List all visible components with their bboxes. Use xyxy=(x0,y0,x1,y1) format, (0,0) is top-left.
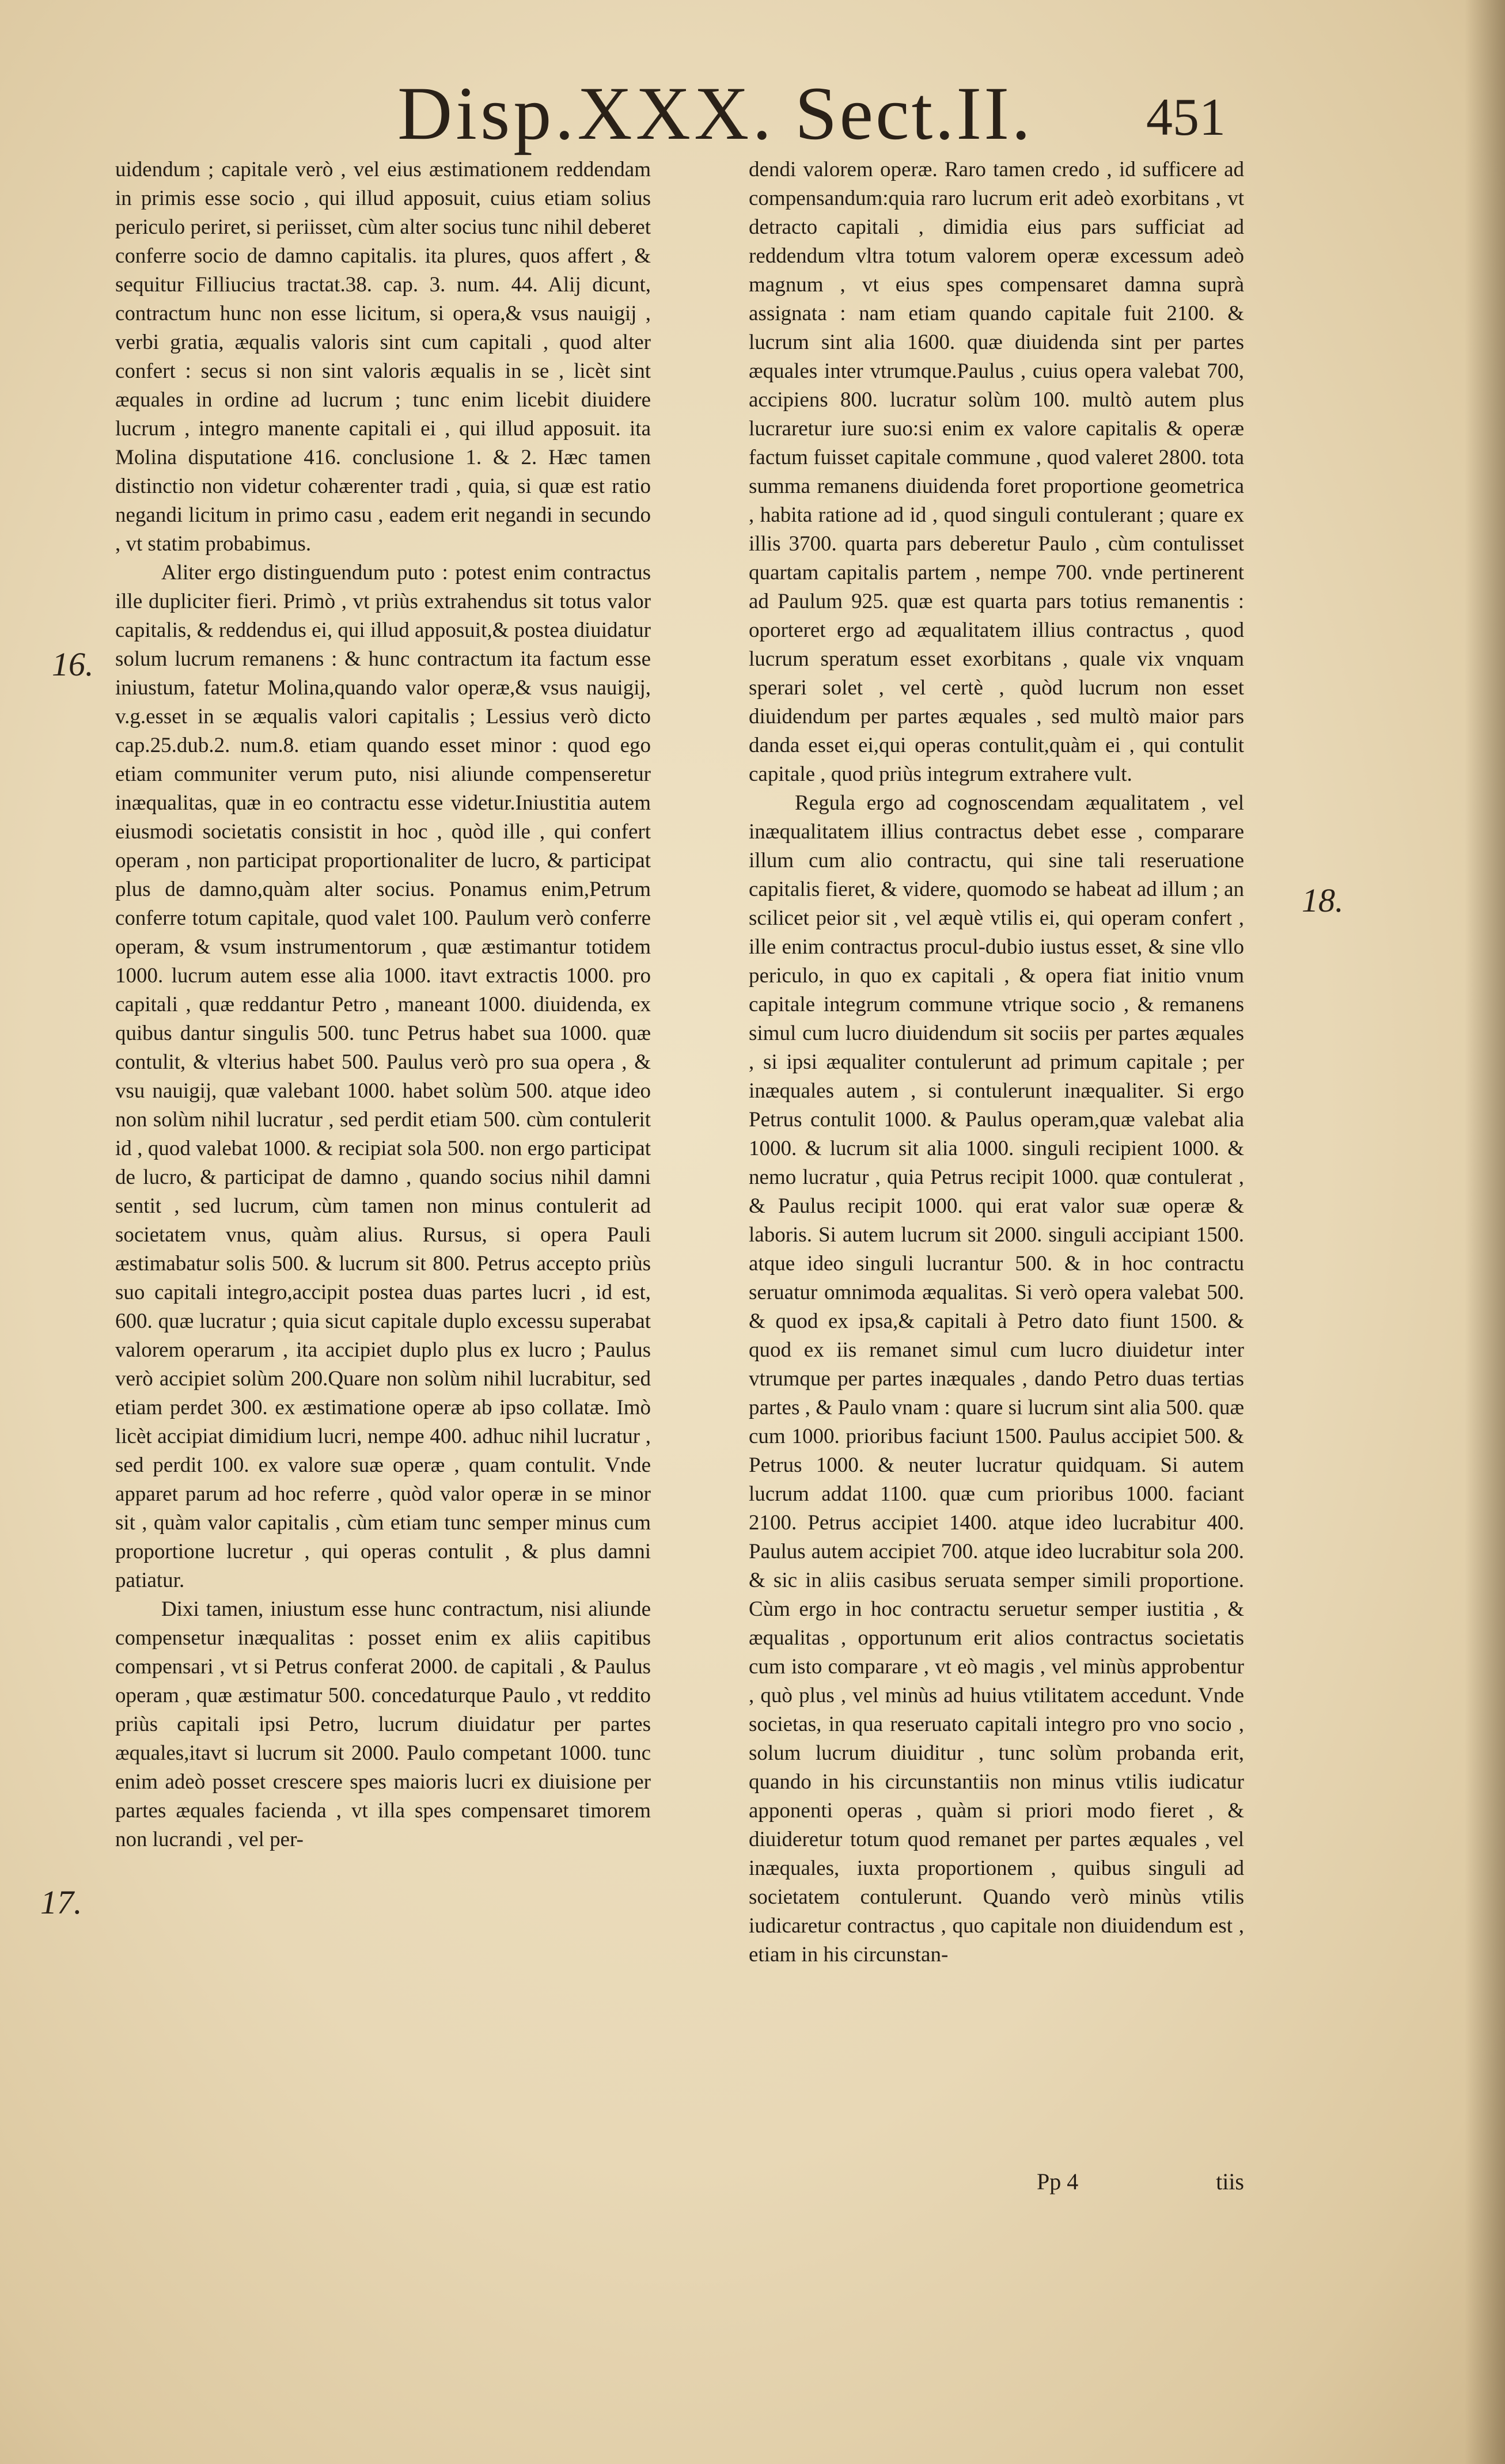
marginal-number-17: 17. xyxy=(40,1884,82,1921)
disputation-title: Disp.XXX. xyxy=(397,71,775,155)
page-footer xyxy=(1037,2168,1244,2203)
left-column xyxy=(115,155,651,2182)
marginal-number-16: 16. xyxy=(52,646,94,683)
paragraph: Aliter ergo distinguendum puto : potest enim contractus ille dupliciter fieri. Primò , vt priùs extrahendus sit totus valor capitalis, & reddendus ei, qui illud apposuit,& postea diuidatur solum lucrum remanens : & hunc contractum ita factum esse iniustum, fatetur Molina,quando valor operæ,& vsus nauigij, v.g.esset in se æqualis valori capitalis ; Lessius verò dicto cap.25.dub.2. num.8. etiam quando esset minor : quod ego etiam communiter verum puto, nisi aliunde compenseretur inæqualitas, quæ in eo contractu esse videtur.Iniustitia autem eiusmodi societatis consistit in hoc , quòd ille , qui confert operam , non participat proportionaliter de lucro, & participat plus de damno,quàm alter socius. Ponamus enim,Petrum conferre totum capitale, quod valet 100. Paulum verò conferre operam, & vsum instrumentorum , quæ æstimantur totidem 1000. lucrum autem esse alia 1000. itavt extractis 1000. pro capitali , quæ reddantur Petro , maneant 1000. diuidenda, ex quibus dantur singulis 500. tunc Petrus habet sua 1000. quæ contulit, & vlterius habet 500. Paulus verò pro sua opera , & vsu nauigij, quæ valebant 1000. habet solùm 500. atque ideo non solùm nihil lucratur , sed perdit etiam 500. cùm contulerit id , quod valebat 1000. & recipiat sola 500. non ergo participat de lucro, & participat de damno , quando socius nihil damni sentit , sed lucrum, cùm tamen non minus contulerit ad societatem vnus, quàm alius. Rursus, si opera Pauli æstimabatur solis 500. & lucrum sit 800. Petrus accepto priùs suo capitali integro,accipit postea duas partes lucri , id est, 600. quæ lucratur ; quia sicut capitale duplo excessu superabat valorem operarum , ita accipiet duplo plus ex lucro ; Paulus verò accipiet solùm 200.Quare non solùm nihil lucrabitur, sed etiam perdet 300. ex æstimatione operæ ab ipso collatæ. Imò licèt accipiat dimidium lucri, nempe 400. adhuc nihil lucratur , sed perdit 100. ex valore suæ operæ , quam contulit. Vnde apparet parum ad hoc referre , quòd valor operæ in se minor sit , quàm valor capitalis , cùm etiam tunc semper minus cum proportione lucretur , qui operas contulit , & plus damni patiatur. xyxy=(115,561,651,1592)
section-title: Sect.II. xyxy=(795,71,1033,155)
binding-shadow xyxy=(1465,0,1505,2464)
paragraph: Regula ergo ad cognoscendam æqualitatem , vel inæqualitatem illius contractus debet esse , comparare illum cum alio contractu, qui sine tali reseruatione capitalis fieret, & videre, quomodo se habeat ad illum ; an scilicet peior sit , vel æquè vtilis ei, qui operam confert , ille enim contractus procul-dubio iustus esset, & sine vllo periculo, in quo ex capitali , & opera fiat initio vnum capitale integrum commune vtrique socio , & remanens simul cum lucro diuidendum sit sociis per partes æquales , si ipsi æqualiter contulerunt ad primum capitale ; per inæquales autem , si contulerunt inæqualiter. Si ergo Petrus contulit 1000. & Paulus operam,quæ valebat alia 1000. & lucrum sit alia 1000. singuli recipient 1000. & nemo lucratur , quia Petrus recipit 1000. quæ contulerat , & Paulus recipit 1000. qui erat valor suæ operæ & laboris. Si autem lucrum sit 2000. singuli accipiant 1500. atque ideo singuli lucrantur 500. & in hoc contractu seruatur omnimoda æqualitas. Si verò opera valebat 500. & quod ex ipsa,& capitali à Petro dato fiunt 1500. & quod ex iis remanet simul cum lucro diuidetur inter vtrumque per partes inæquales , dando Petro duas tertias partes , & Paulo vnam : quare si lucrum sint alia 500. quæ cum 1000. prioribus faciunt 1500. Paulus accipiet 500. & Petrus 1000. & neuter lucratur quidquam. Si autem lucrum addat 1100. quæ cum prioribus 1000. faciant 2100. Petrus accipiet 1400. atque ideo lucrabitur 400. Paulus autem accipiet 700. atque ideo lucrabitur sola 200. & sic in aliis casibus seruata semper simili proportione. Cùm ergo in hoc contractu seruetur semper iustitia , & æqualitas , opportunum erit alios contractus societatis cum isto comparare , vt eò magis , vel minùs approbentur , quò plus , vel minùs ad huius vtilitatem accedunt. Vnde societas, in qua reseruato capitali integro pro vno socio , solum lucrum diuiditur , tunc solùm probanda erit, quando in his circunstantiis non minus vtilis iudicatur apponenti operas , quàm si priori modo fieret , & diuideretur totum quod remanet per partes æquales , vel inæquales, iuxta proportionem , quibus singuli ad societatem contulerunt. Quando verò minùs vtilis iudicaretur contractus , quo capitale non diuidendum est , etiam in his circunstan- xyxy=(749,791,1244,1966)
running-header xyxy=(397,69,1261,155)
paragraph: dendi valorem operæ. Raro tamen credo , id sufficere ad compensandum:quia raro lucrum erit adeò exorbitans , vt detracto capitali , dimidia eius pars sufficiat ad reddendum vltra totum valorem operæ excessum adeò magnum , vt eius spes compensaret damna suprà assignata : nam etiam quando capitale fuit 2100. & lucrum sint alia 1600. quæ diuidenda sint per partes æquales inter vtrumque.Paulus , cuius opera valebat 700, accipiens 800. lucratur solùm 100. multò autem plus lucraretur iure suo:si enim ex valore capitalis & operæ factum fuisset capitale commune , quod valeret 2800. tota summa remanens diuidenda foret proportione geometrica , habita ratione ad id , quod singuli contulerant ; quare ex illis 3700. quarta pars deberetur Paulo , cùm contulisset quartam capitalis partem , nempe 700. vnde pertinerent ad Paulum 925. quæ est quarta pars totius remanentis : oporteret ergo ad æqualitatem illius contractus , quod lucrum speratum esset exorbitans , quale vix vnquam sperari solet , vel certè , quòd lucrum non esset diuidendum per partes æquales , sed multò maior pars danda esset ei,qui operas contulit,quàm ei , qui contulit capitale , quod priùs integrum extrahere vult. xyxy=(749,158,1244,786)
page-number: 451 xyxy=(1146,88,1226,146)
signature-mark: Pp 4 xyxy=(1037,2169,1079,2195)
paragraph: Dixi tamen, iniustum esse hunc contractum, nisi aliunde compensetur inæqualitas : posset enim ex aliis capitibus compensari , vt si Petrus conferat 2000. de capitali , & Paulus operam , quæ æstimatur 500. concedaturque Paulo , vt reddito priùs capitali ipsi Petro, lucrum diuidatur per partes æquales,itavt si lucrum sit 2000. Paulo competant 1000. tunc enim adeò posset crescere spes maioris lucri ex diuisione per partes æquales facienda , vt illa spes compensaret timorem non lucrandi , vel per- xyxy=(115,1597,651,1851)
paragraph: uidendum ; capitale verò , vel eius æstimationem reddendam in primis esse socio , qui illud apposuit, cuius etiam solius periculo periret, si periisset, cùm alter socius tunc nihil deberet conferre socio de damno capitalis. ita plures, quos affert , & sequitur Filliucius tractat.38. cap. 3. num. 44. Alij dicunt, contractum hunc non esse licitum, si opera,& vsus nauigij , verbi gratia, æqualis valoris sint cum capitali , quod alter confert : secus si non sint valoris æqualis in se , licèt sint æquales in ordine ad lucrum ; tunc enim licebit diuidere lucrum , integro manente capitali ei , qui illud apposuit. ita Molina disputatione 416. conclusione 1. & 2. Hæc tamen distinctio non videtur cohærenter tradi , quia, si quæ est ratio negandi licitum in primo casu , eadem erit negandi in secundo , vt statim probabimus. xyxy=(115,158,651,556)
right-column xyxy=(749,155,1244,2182)
catchword: tiis xyxy=(1216,2169,1244,2195)
marginal-number-18: 18. xyxy=(1302,882,1344,919)
